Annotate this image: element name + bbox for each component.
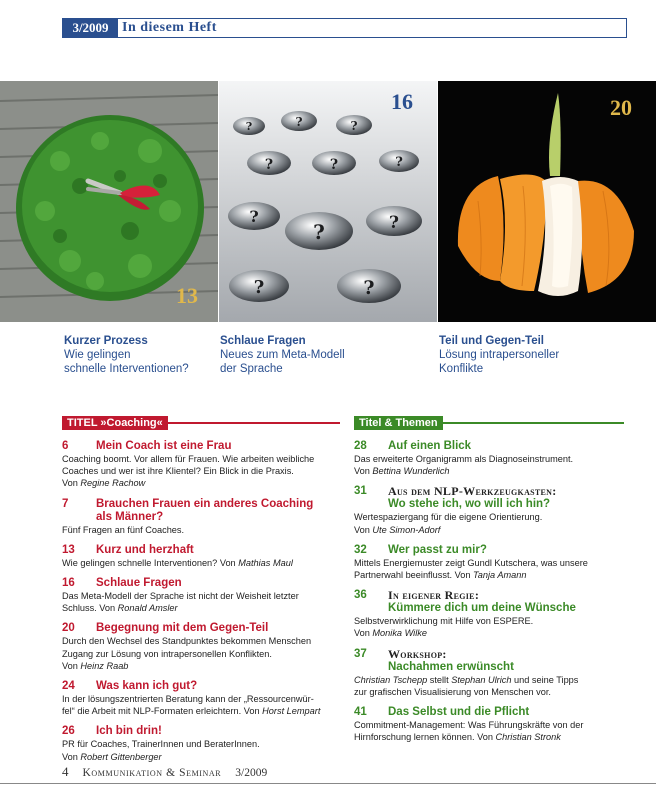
toc-entry[interactable] <box>354 485 626 535</box>
entry-page: 20 <box>62 622 75 635</box>
caption-line: Wie gelingen <box>64 349 131 361</box>
svg-text:?: ? <box>264 157 274 173</box>
body-text: Schluss. Von <box>62 603 118 614</box>
svg-text:?: ? <box>350 119 358 133</box>
caption-heading: Schlaue Fragen <box>220 335 306 347</box>
svg-text:?: ? <box>249 207 259 226</box>
svg-text:?: ? <box>295 115 303 129</box>
caption-line: schnelle Interventionen? <box>64 363 189 375</box>
entry-page: 7 <box>62 497 69 510</box>
toc-entry[interactable] <box>354 589 626 639</box>
author: Mathias Maul <box>238 557 293 568</box>
body-line <box>354 569 626 581</box>
footer-issue: 3/2009 <box>235 767 268 779</box>
body-line: PR für Coaches, TrainerInnen und BeraterInnen. <box>62 739 260 750</box>
entry-title[interactable]: Kümmere dich um deine Wünsche <box>388 602 576 615</box>
section-label: Titel & Themen <box>354 416 443 430</box>
body-line <box>62 602 342 614</box>
entry-body <box>62 524 342 536</box>
caption-heading: Teil und Gegen-Teil <box>439 335 544 347</box>
entry-page: 41 <box>354 706 367 719</box>
entry-title[interactable]: Nachahmen erwünscht <box>388 660 514 673</box>
caption-line: Lösung intrapersoneller <box>439 349 560 361</box>
entry-body <box>354 511 626 535</box>
body-line: Zugang zur Lösung von intrapersonellen Konflikten. <box>62 648 272 659</box>
body-text: Wie gelingen schnelle Interventionen? Von <box>62 557 239 568</box>
toc-entry[interactable] <box>354 706 626 743</box>
toc-entry[interactable] <box>62 498 342 536</box>
body-line <box>354 731 626 743</box>
entry-page: 24 <box>62 680 75 693</box>
entry-rubric: Workshop: <box>388 646 447 661</box>
author-prefix: Von <box>354 466 373 477</box>
entry-title[interactable]: Das Selbst und die Pflicht <box>388 706 530 719</box>
entry-title[interactable]: Was kann ich gut? <box>96 680 198 693</box>
toc-entry[interactable] <box>62 622 342 672</box>
author: Tanja Amann <box>473 570 527 581</box>
author: Robert Gittenberger <box>80 751 162 762</box>
toc-entry[interactable] <box>62 577 342 614</box>
author-prefix: Von <box>62 478 81 489</box>
author-prefix: Von <box>354 524 373 535</box>
entry-author-line <box>354 627 626 639</box>
photo-page-number: 13 <box>176 283 198 308</box>
toc-entry[interactable] <box>354 440 626 477</box>
body-line: zur grafischen Visualisierung von Menschen vor. <box>354 686 551 697</box>
photo-boxwood[interactable] <box>0 81 218 322</box>
author: Christian Stronk <box>495 732 561 743</box>
author: Horst Lempart <box>262 706 321 717</box>
body-line: In der lösungszentrierten Beratung kann der „Ressourcenwür- <box>62 694 314 705</box>
entry-page: 37 <box>354 647 367 660</box>
body-line: Durch den Wechsel des Standpunktes bekommen Menschen <box>62 636 312 647</box>
author: Ute Simon-Adorf <box>372 524 441 535</box>
section-header-themen <box>354 416 624 430</box>
body-text: Hirnforschung lernen können. Von <box>354 732 496 743</box>
entry-title[interactable]: Ich bin drin! <box>96 725 162 738</box>
body-line: Das erweiterte Organigramm als Diagnoseinstrument. <box>354 454 574 464</box>
body-text: fel“ die Arbeit mit NLP-Formaten erleichtern. Von <box>62 706 263 717</box>
header-issue: 3/2009 <box>63 19 118 37</box>
toc-entry[interactable] <box>354 544 626 581</box>
svg-text:?: ? <box>245 120 253 133</box>
footer-page-number: 4 <box>62 764 69 779</box>
caption-kurzer-prozess[interactable] <box>64 334 189 376</box>
entry-body <box>354 453 626 477</box>
entry-page: 32 <box>354 543 367 556</box>
author-prefix: Von <box>62 660 81 671</box>
body-text: stellt <box>427 674 452 685</box>
photo-mandarin[interactable] <box>438 81 656 322</box>
entry-title-line2[interactable]: als Männer? <box>96 510 164 523</box>
entry-author-line <box>354 524 626 536</box>
entry-author-line <box>62 660 342 672</box>
entry-author-line <box>62 477 342 489</box>
entry-body <box>354 674 626 698</box>
toc-entry[interactable] <box>354 648 626 698</box>
entry-body <box>62 738 342 762</box>
author: Bettina Wunderlich <box>372 466 450 477</box>
body-line: Mittels Energiemuster zeigt Gundl Kutschera, was unsere <box>354 557 588 568</box>
author: Ronald Amsler <box>117 603 178 614</box>
body-line: Coaching boomt. Vor allem für Frauen. Wie arbeiten weibliche <box>62 454 315 464</box>
author: Monika Wilke <box>372 628 427 639</box>
svg-text:?: ? <box>363 277 375 299</box>
body-line: Commitment-Management: Was Führungskräfte von der <box>354 720 584 731</box>
header-bar <box>62 18 627 38</box>
entry-rubric: In eigener Regie: <box>388 588 480 603</box>
entry-body <box>354 557 626 581</box>
author: Heinz Raab <box>80 660 129 671</box>
entry-title[interactable]: Kurz und herzhaft <box>96 543 194 556</box>
body-line <box>62 705 342 717</box>
body-line <box>354 674 626 686</box>
toc-entry[interactable] <box>62 680 342 717</box>
entry-page: 31 <box>354 485 367 498</box>
entry-body <box>62 693 342 717</box>
footer-rule <box>0 783 656 784</box>
entry-title[interactable]: Brauchen Frauen ein anderes Coaching <box>96 497 314 510</box>
entry-title[interactable]: Auf einen Blick <box>388 440 472 452</box>
caption-line: Konflikte <box>439 363 484 375</box>
section-header-titel <box>62 416 340 430</box>
entry-author-line <box>62 751 342 763</box>
body-line: Selbstverwirklichung mit Hilfe von ESPERE. <box>354 616 534 627</box>
toc-entry[interactable] <box>62 544 342 569</box>
caption-heading: Kurzer Prozess <box>64 335 148 347</box>
entry-body <box>62 557 342 569</box>
photo-page-number: 20 <box>610 95 632 120</box>
body-line <box>62 557 342 569</box>
toc-entry[interactable] <box>62 440 342 490</box>
entry-body <box>62 635 342 672</box>
body-line: Wertespaziergang für die eigene Orientierung. <box>354 512 543 523</box>
entry-page: 28 <box>354 440 367 452</box>
entry-page: 6 <box>62 440 69 452</box>
body-line: Coaches und wer ist ihre Klientel? Ein Blick in die Praxis. <box>62 466 294 477</box>
entry-title[interactable]: Mein Coach ist eine Frau <box>96 440 232 452</box>
caption-line: Neues zum Meta-Modell <box>220 349 345 361</box>
entry-rubric: Aus dem NLP-Werkzeugkasten: <box>388 484 557 499</box>
droplets-image <box>219 81 437 322</box>
svg-text:?: ? <box>389 213 399 233</box>
footer-publication: Kommunikation & Seminar <box>82 767 222 779</box>
entry-body <box>62 590 342 614</box>
entry-page: 26 <box>62 725 75 738</box>
body-line: Fünf Fragen an fünf Coaches. <box>62 524 185 535</box>
body-text: und seine Tipps <box>511 674 579 685</box>
author-prefix: Von <box>62 751 81 762</box>
svg-text:?: ? <box>253 277 265 298</box>
body-text: Partnerwahl beeinflusst. Von <box>354 570 473 581</box>
entry-body <box>62 453 342 490</box>
entry-page: 16 <box>62 577 75 590</box>
svg-text:?: ? <box>313 220 325 244</box>
author-prefix: Von <box>354 628 373 639</box>
caption-line: der Sprache <box>220 363 283 375</box>
entry-title[interactable]: Wo stehe ich, wo will ich hin? <box>388 498 551 511</box>
person-name: Stephan Ulrich <box>451 674 512 685</box>
svg-text:?: ? <box>395 155 403 170</box>
author: Regine Rachow <box>80 478 146 489</box>
caption-schlaue-fragen[interactable] <box>220 334 345 376</box>
person-name: Christian Tschepp <box>354 674 428 685</box>
entry-body <box>354 615 626 639</box>
page-footer <box>62 764 267 780</box>
entry-author-line <box>354 465 626 477</box>
svg-text:?: ? <box>329 157 339 173</box>
toc-entry[interactable] <box>62 725 342 762</box>
caption-teil-und-gegenteil[interactable] <box>439 334 559 376</box>
entry-page: 36 <box>354 589 367 602</box>
header-title: In diesem Heft <box>122 20 217 35</box>
toc-column-right <box>354 440 626 751</box>
toc-column-left <box>62 440 342 771</box>
body-line: Das Meta-Modell der Sprache ist nicht der Weisheit letzter <box>62 591 299 602</box>
entry-title[interactable]: Begegnung mit dem Gegen-Teil <box>96 622 269 635</box>
photo-page-number: 16 <box>391 89 413 114</box>
entry-page: 13 <box>62 543 75 556</box>
entry-title[interactable]: Wer passt zu mir? <box>388 543 487 556</box>
photo-droplets[interactable] <box>219 81 437 322</box>
entry-body <box>354 719 626 743</box>
entry-title[interactable]: Schlaue Fragen <box>96 577 182 590</box>
section-label: TITEL »Coaching« <box>62 416 168 430</box>
